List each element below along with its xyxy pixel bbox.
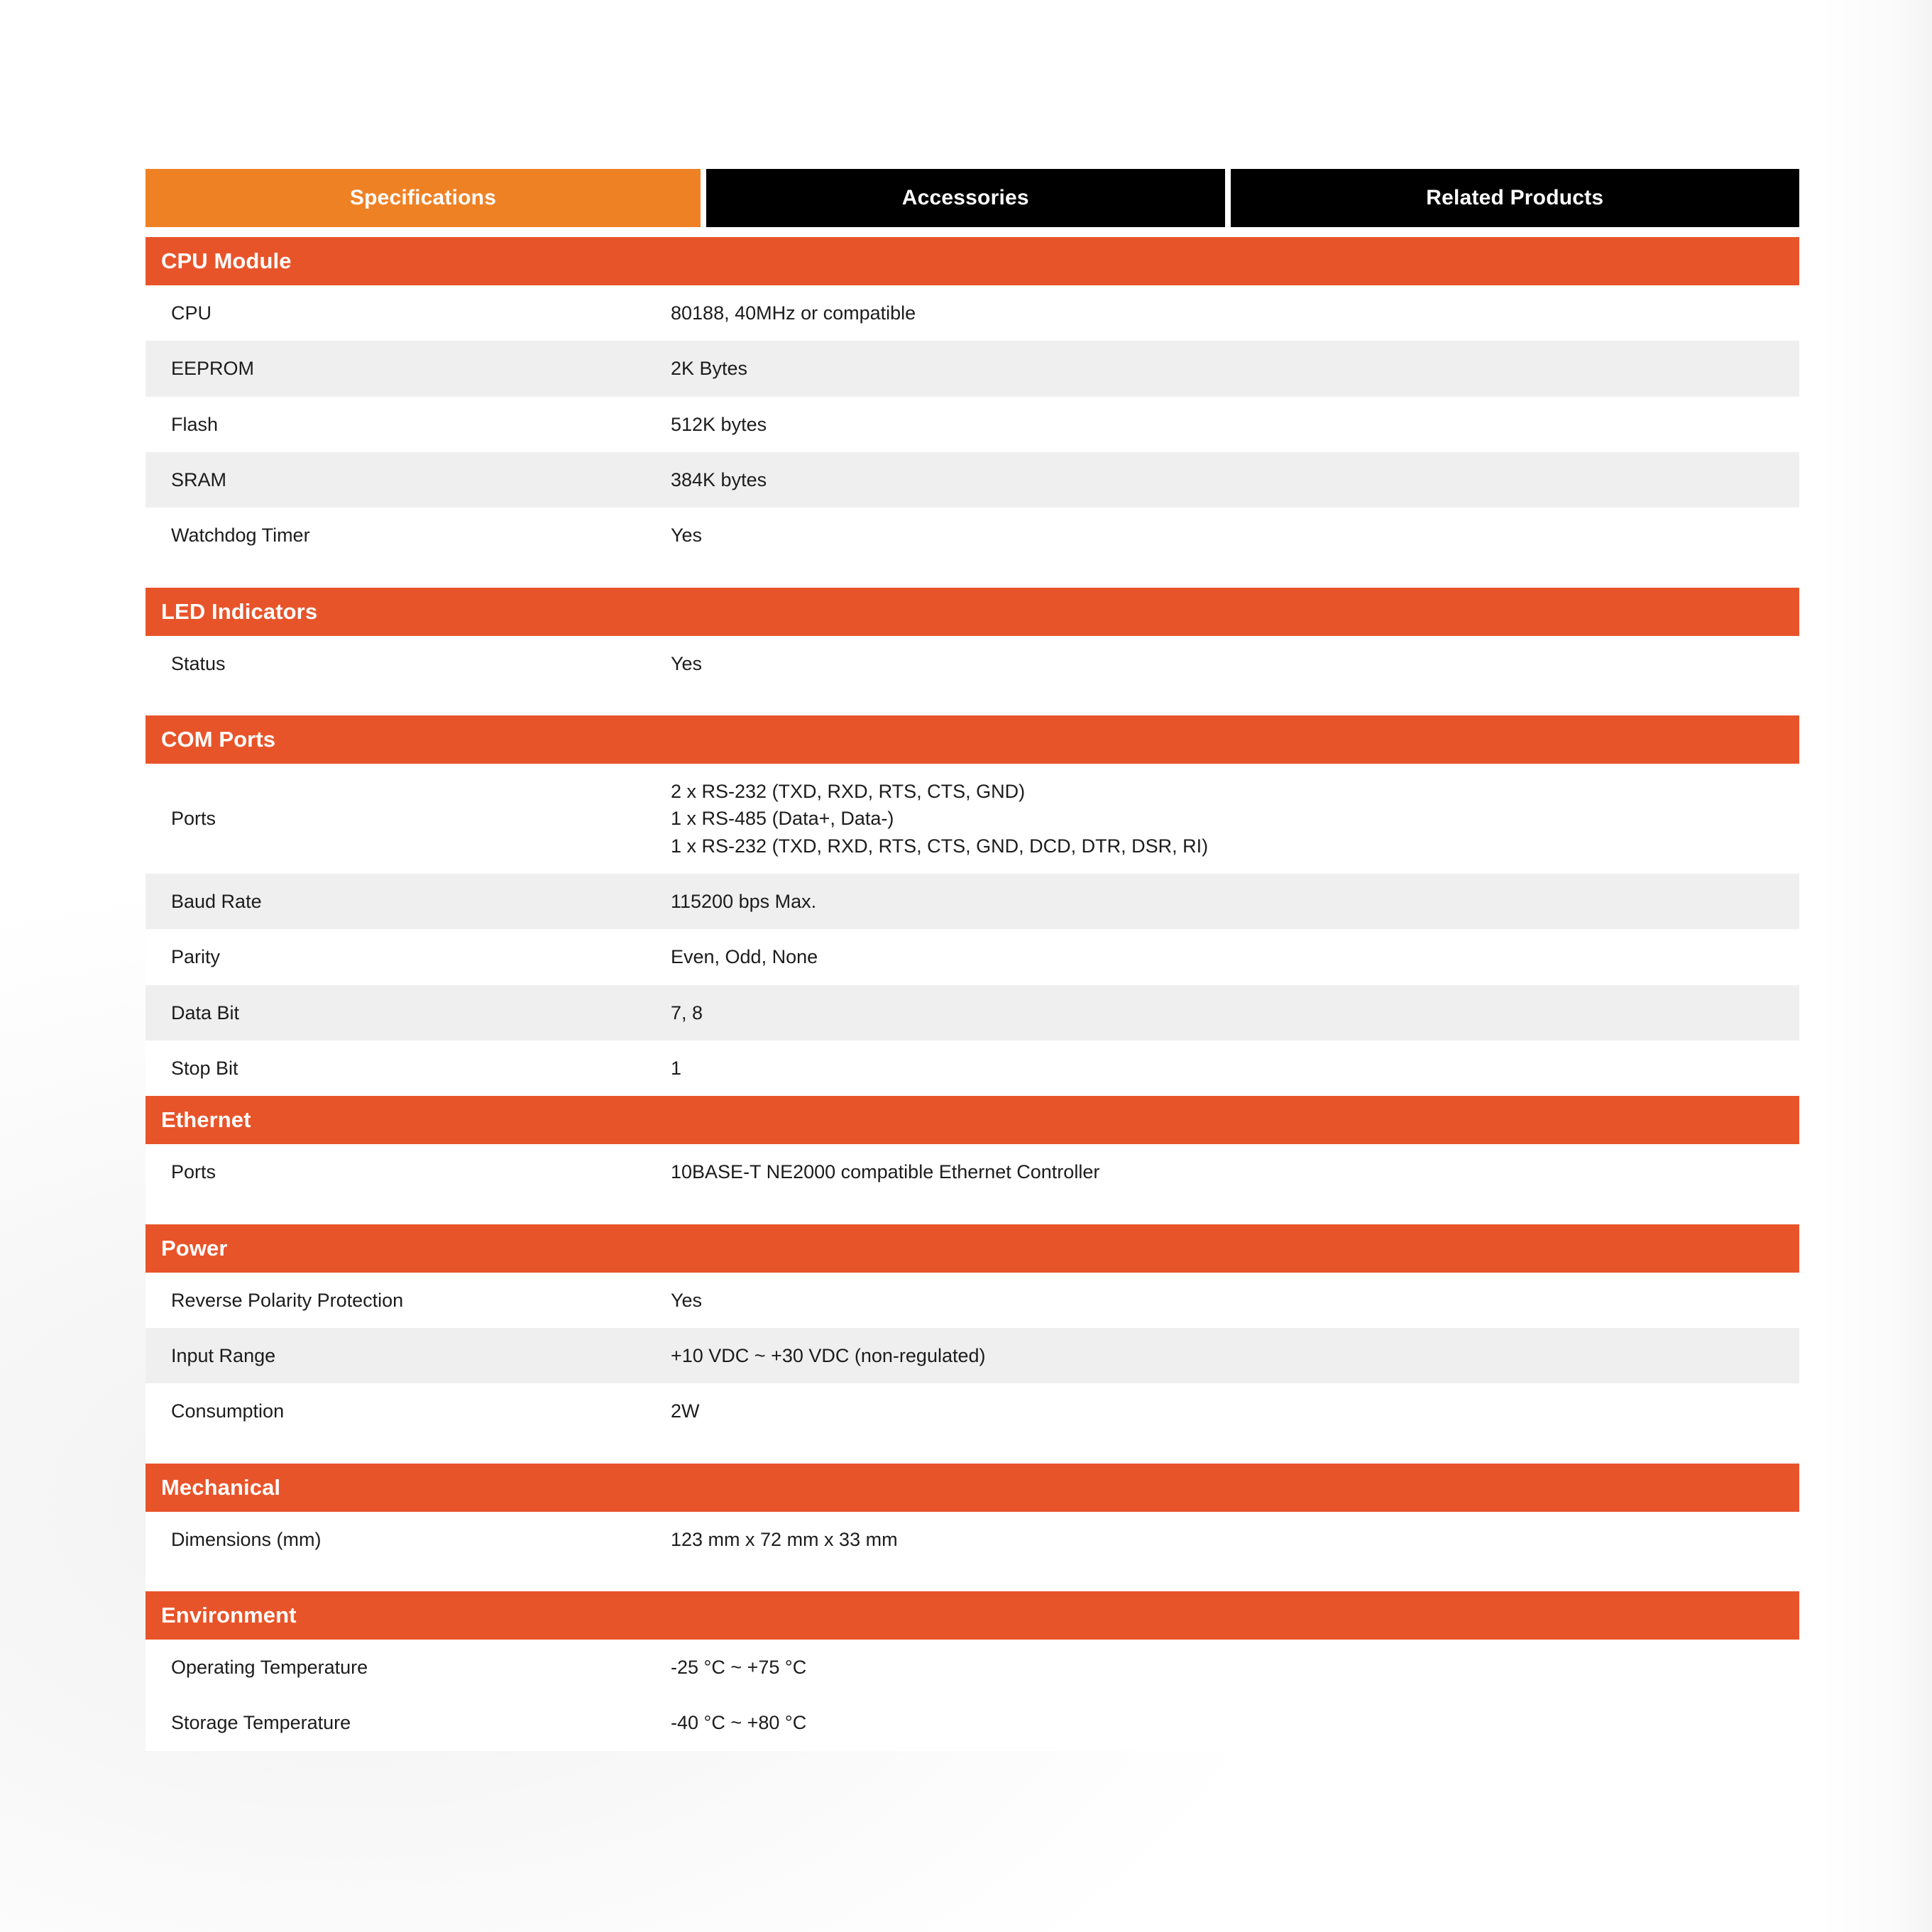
section-spacer: [146, 1439, 1799, 1464]
row-label: Consumption: [146, 1383, 664, 1439]
row-value: 10BASE-T NE2000 compatible Ethernet Controller: [664, 1144, 1799, 1200]
table-row: [146, 874, 1799, 929]
table-row: [146, 1144, 1799, 1200]
tab-bar: [146, 169, 1799, 227]
section-spacer: [146, 1567, 1799, 1591]
table-row: [146, 397, 1799, 452]
row-label: CPU: [146, 285, 664, 341]
row-label: Data Bit: [146, 985, 664, 1041]
table-row: [146, 1273, 1799, 1328]
row-value: [664, 764, 1799, 874]
row-value: -25 °C ~ +75 °C: [664, 1640, 1799, 1695]
row-value: 115200 bps Max.: [664, 874, 1799, 929]
table-row: [146, 1041, 1799, 1096]
row-value-line: 1 x RS-485 (Data+, Data-): [671, 808, 894, 830]
row-value: 80188, 40MHz or compatible: [664, 285, 1799, 341]
row-label: Stop Bit: [146, 1041, 664, 1096]
row-label: SRAM: [146, 452, 664, 507]
section-title: CPU Module: [146, 237, 1799, 285]
row-value: Yes: [664, 507, 1799, 563]
row-label: Status: [146, 636, 664, 691]
row-value-line: 2 x RS-232 (TXD, RXD, RTS, CTS, GND): [671, 780, 1026, 802]
row-label: EEPROM: [146, 341, 664, 396]
table-row: [146, 1512, 1799, 1567]
table-row: [146, 985, 1799, 1041]
section-header-power: [146, 1224, 1799, 1273]
row-label: Input Range: [146, 1328, 664, 1383]
row-value: 2K Bytes: [664, 341, 1799, 396]
row-label: Operating Temperature: [146, 1640, 664, 1695]
tab-specifications[interactable]: [146, 169, 701, 227]
row-value: 2W: [664, 1383, 1799, 1439]
tab-related-products-label: Related Products: [1426, 186, 1604, 209]
section-header-mechanical: [146, 1464, 1799, 1512]
table-row: [146, 1695, 1799, 1750]
tab-accessories-label: Accessories: [901, 186, 1029, 209]
row-value: 384K bytes: [664, 452, 1799, 507]
section-header-com-ports: [146, 715, 1799, 764]
section-spacer: [146, 564, 1799, 588]
row-label: Dimensions (mm): [146, 1512, 664, 1567]
tab-specifications-label: Specifications: [349, 186, 497, 209]
tab-related-products[interactable]: [1231, 169, 1799, 227]
table-row: [146, 636, 1799, 691]
section-title: Ethernet: [146, 1096, 1799, 1144]
section-title: LED Indicators: [146, 588, 1799, 636]
table-row: [146, 1383, 1799, 1439]
row-label: Storage Temperature: [146, 1695, 664, 1750]
table-row: [146, 929, 1799, 984]
section-spacer: [146, 1200, 1799, 1224]
row-value: 123 mm x 72 mm x 33 mm: [664, 1512, 1799, 1567]
row-label: Ports: [146, 764, 664, 874]
row-label: Ports: [146, 1144, 664, 1200]
row-value: Yes: [664, 636, 1799, 691]
table-row: [146, 285, 1799, 341]
tab-accessories[interactable]: [706, 169, 1225, 227]
table-row: [146, 452, 1799, 507]
specifications-table-body: [146, 237, 1799, 1751]
specifications-sheet: [146, 169, 1799, 1751]
section-title: COM Ports: [146, 715, 1799, 764]
table-row: [146, 1640, 1799, 1695]
table-row: [146, 341, 1799, 396]
row-label: Watchdog Timer: [146, 507, 664, 563]
row-value: -40 °C ~ +80 °C: [664, 1695, 1799, 1750]
section-title: Environment: [146, 1591, 1799, 1640]
table-row: [146, 1328, 1799, 1383]
section-header-cpu-module: [146, 237, 1799, 285]
section-header-ethernet: [146, 1096, 1799, 1144]
row-label: Parity: [146, 929, 664, 984]
section-title: Power: [146, 1224, 1799, 1273]
row-value: Yes: [664, 1273, 1799, 1328]
table-row: [146, 507, 1799, 563]
table-row: [146, 764, 1799, 874]
row-label: Baud Rate: [146, 874, 664, 929]
row-value: 7, 8: [664, 985, 1799, 1041]
row-value: Even, Odd, None: [664, 929, 1799, 984]
section-spacer: [146, 691, 1799, 715]
row-value: +10 VDC ~ +30 VDC (non-regulated): [664, 1328, 1799, 1383]
row-label: Reverse Polarity Protection: [146, 1273, 664, 1328]
specifications-table: [146, 237, 1799, 1751]
row-value: 512K bytes: [664, 397, 1799, 452]
section-header-environment: [146, 1591, 1799, 1640]
row-label: Flash: [146, 397, 664, 452]
section-title: Mechanical: [146, 1464, 1799, 1512]
row-value: 1: [664, 1041, 1799, 1096]
section-header-led-indicators: [146, 588, 1799, 636]
row-value-line: 1 x RS-232 (TXD, RXD, RTS, CTS, GND, DCD, DTR, DSR, RI): [671, 835, 1209, 857]
